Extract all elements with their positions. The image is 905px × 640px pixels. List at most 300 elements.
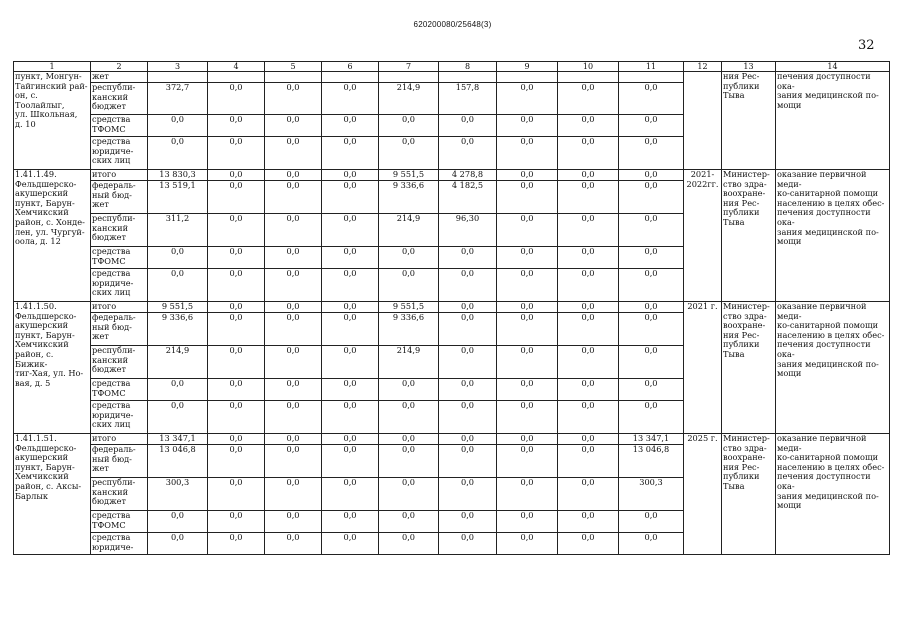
value-cell: 0,0 (208, 83, 265, 115)
value-cell: 214,9 (379, 346, 439, 379)
value-cell: 0,0 (148, 401, 208, 434)
executor-line: ство здра- (723, 442, 767, 453)
result-line: ко-санитарной помощи (777, 320, 879, 331)
table-row (14, 434, 890, 445)
object-line: пункт, Барун- (15, 329, 75, 340)
header-cell: 14 (776, 62, 890, 72)
funding-source-cell (91, 379, 148, 401)
funding-source-line: ТФОМС (92, 123, 126, 134)
object-line: район, с. Хонде- (15, 216, 85, 227)
funding-source-cell (91, 445, 148, 478)
funding-source-cell (91, 115, 148, 137)
value-cell: 0,0 (208, 247, 265, 269)
executor-line: публики (723, 207, 760, 218)
budget-table (13, 61, 890, 555)
value-cell: 0,0 (322, 445, 379, 478)
result-line: зания медицинской по- (777, 90, 879, 101)
executor-line: Тыва (723, 90, 745, 101)
value-cell: 13 347,1 (148, 434, 208, 445)
object-line: оола, д. 12 (15, 236, 61, 247)
value-cell: 0,0 (619, 83, 684, 115)
period-line: 2021- (690, 169, 715, 179)
funding-source-line: жет (92, 463, 109, 474)
funding-source-line: юридиче- (92, 541, 134, 552)
funding-source-cell (91, 346, 148, 379)
value-cell: 0,0 (497, 115, 558, 137)
value-cell: 0,0 (558, 478, 619, 511)
result-line: печения доступности ока- (777, 339, 871, 359)
value-cell: 0,0 (148, 115, 208, 137)
result-cell (776, 434, 890, 555)
value-cell: 0,0 (208, 170, 265, 181)
result-cell (776, 302, 890, 434)
period-line: 2021 г. (687, 301, 718, 311)
value-cell: 0,0 (439, 247, 497, 269)
funding-source-line: средства (92, 400, 131, 410)
funding-source-line: федераль- (92, 444, 136, 454)
value-cell: 0,0 (619, 247, 684, 269)
value-cell: 0,0 (265, 247, 322, 269)
executor-line: публики (723, 80, 760, 91)
executor-cell (722, 170, 776, 302)
funding-source-line: средства (92, 268, 131, 278)
value-cell: 300,3 (148, 478, 208, 511)
funding-source-line: юридиче- (92, 145, 134, 156)
funding-source-cell (91, 181, 148, 214)
value-cell: 9 336,6 (379, 181, 439, 214)
object-cell (14, 170, 91, 302)
funding-source-line: республи- (92, 477, 136, 487)
value-cell: 0,0 (497, 434, 558, 445)
object-line: 1.41.1.51. (15, 433, 57, 443)
funding-source-line: юридиче- (92, 277, 134, 288)
value-cell: 13 046,8 (619, 445, 684, 478)
executor-line: ство здра- (723, 178, 767, 189)
funding-source-cell (91, 247, 148, 269)
result-line: зания медицинской по- (777, 490, 879, 501)
object-line: пункт, Барун- (15, 197, 75, 208)
value-cell: 0,0 (265, 511, 322, 533)
value-cell: 0,0 (439, 115, 497, 137)
value-cell: 0,0 (619, 511, 684, 533)
funding-source-line: средства (92, 510, 131, 520)
value-cell: 0,0 (497, 401, 558, 434)
header-cell: 9 (497, 62, 558, 72)
value-cell: 0,0 (558, 170, 619, 181)
value-cell: 0,0 (497, 478, 558, 511)
value-cell: 0,0 (619, 302, 684, 313)
value-cell: 0,0 (265, 170, 322, 181)
value-cell: 0,0 (379, 379, 439, 401)
funding-source-cell (91, 511, 148, 533)
header-cell: 11 (619, 62, 684, 72)
value-cell: 0,0 (265, 137, 322, 170)
value-cell: 0,0 (558, 137, 619, 170)
funding-source-line: средства (92, 114, 131, 124)
value-cell: 0,0 (265, 214, 322, 247)
value-cell: 0,0 (558, 379, 619, 401)
object-line: Фельдшерско- (15, 442, 77, 453)
object-line: акушерский (15, 452, 69, 463)
funding-source-line: канский (92, 486, 129, 497)
funding-source-cell (91, 83, 148, 115)
executor-line: Тыва (723, 216, 745, 227)
value-cell (265, 72, 322, 83)
result-line: печения доступности ока- (777, 471, 871, 491)
object-line: лен, ул. Чургуй- (15, 226, 85, 237)
value-cell: 0,0 (208, 478, 265, 511)
header-cell: 7 (379, 62, 439, 72)
funding-source-line: республи- (92, 213, 136, 223)
header-cell: 8 (439, 62, 497, 72)
value-cell: 0,0 (439, 478, 497, 511)
period-line: 2025 г. (687, 433, 718, 443)
value-cell: 0,0 (439, 346, 497, 379)
value-cell: 0,0 (208, 434, 265, 445)
value-cell: 0,0 (208, 181, 265, 214)
result-line: оказание первичной меди- (777, 169, 867, 189)
object-line: вая, д. 5 (15, 377, 51, 388)
value-cell: 0,0 (265, 445, 322, 478)
executor-line: Министер- (723, 301, 770, 311)
executor-line: публики (723, 471, 760, 482)
value-cell: 0,0 (497, 170, 558, 181)
result-line: мощи (777, 368, 802, 379)
result-line: печения доступности ока- (777, 71, 871, 91)
funding-source-line: ских лиц (92, 155, 131, 166)
object-line: пункт, Монгун- (15, 71, 82, 81)
value-cell: 0,0 (208, 379, 265, 401)
funding-source-line: средства (92, 532, 131, 542)
value-cell: 0,0 (558, 302, 619, 313)
funding-source-line: жет (92, 71, 109, 81)
funding-source-line: ТФОМС (92, 255, 126, 266)
value-cell: 0,0 (619, 214, 684, 247)
value-cell: 0,0 (379, 115, 439, 137)
value-cell (497, 72, 558, 83)
funding-source-line: республи- (92, 82, 136, 92)
value-cell: 0,0 (619, 379, 684, 401)
value-cell: 0,0 (619, 401, 684, 434)
value-cell: 0,0 (439, 445, 497, 478)
executor-line: ния Рес- (723, 461, 760, 472)
value-cell: 0,0 (148, 137, 208, 170)
value-cell: 0,0 (322, 478, 379, 511)
result-line: печения доступности ока- (777, 207, 871, 227)
value-cell: 0,0 (208, 137, 265, 170)
value-cell: 0,0 (208, 445, 265, 478)
object-line: район, с. Бижик- (15, 348, 54, 369)
value-cell: 0,0 (322, 214, 379, 247)
executor-line: публики (723, 339, 760, 350)
value-cell: 0,0 (558, 181, 619, 214)
value-cell (439, 72, 497, 83)
funding-source-line: жет (92, 331, 109, 342)
result-line: населению в целях обес- (777, 329, 885, 340)
result-line: мощи (777, 500, 802, 511)
value-cell: 0,0 (558, 401, 619, 434)
object-line: Фельдшерско- (15, 310, 77, 321)
value-cell: 0,0 (148, 247, 208, 269)
object-line: он, с. Тоолайлыг, (15, 90, 65, 110)
object-cell (14, 434, 91, 555)
value-cell: 0,0 (558, 434, 619, 445)
result-line: ко-санитарной помощи (777, 188, 879, 199)
value-cell: 0,0 (497, 214, 558, 247)
value-cell: 0,0 (619, 269, 684, 302)
value-cell: 0,0 (208, 269, 265, 302)
funding-source-line: ный бюд- (92, 453, 132, 464)
table-body (14, 72, 890, 555)
value-cell: 0,0 (558, 115, 619, 137)
funding-source-line: ских лиц (92, 287, 131, 298)
table-row (14, 302, 890, 313)
funding-source-line: жет (92, 199, 109, 210)
value-cell: 0,0 (558, 533, 619, 555)
value-cell: 0,0 (208, 313, 265, 346)
object-line: Тайгинский рай- (15, 80, 88, 91)
object-line: район, с. Аксы- (15, 480, 82, 491)
funding-source-line: ских лиц (92, 419, 131, 430)
value-cell: 0,0 (439, 401, 497, 434)
funding-source-line: ный бюд- (92, 189, 132, 200)
result-cell (776, 72, 890, 170)
executor-line: воохране- (723, 188, 766, 199)
value-cell: 4 278,8 (439, 170, 497, 181)
value-cell: 0,0 (497, 533, 558, 555)
header-cell: 5 (265, 62, 322, 72)
value-cell: 311,2 (148, 214, 208, 247)
executor-cell (722, 72, 776, 170)
value-cell: 0,0 (148, 379, 208, 401)
funding-source-cell (91, 302, 148, 313)
value-cell: 0,0 (322, 434, 379, 445)
value-cell: 0,0 (558, 247, 619, 269)
object-line: акушерский (15, 320, 69, 331)
object-line: 1.41.1.49. (15, 169, 57, 179)
funding-source-line: итого (92, 301, 117, 311)
executor-line: ния Рес- (723, 329, 760, 340)
value-cell: 0,0 (322, 379, 379, 401)
executor-line: ния Рес- (723, 197, 760, 208)
value-cell: 0,0 (322, 313, 379, 346)
result-line: населению в целях обес- (777, 197, 885, 208)
object-line: тиг-Хая, ул. Но- (15, 368, 84, 379)
value-cell: 0,0 (265, 313, 322, 346)
funding-source-line: бюджет (92, 101, 127, 112)
value-cell: 0,0 (208, 302, 265, 313)
header-row (14, 62, 890, 72)
value-cell: 0,0 (497, 302, 558, 313)
value-cell: 0,0 (379, 269, 439, 302)
value-cell: 0,0 (619, 115, 684, 137)
value-cell: 0,0 (148, 511, 208, 533)
value-cell: 0,0 (208, 401, 265, 434)
funding-source-line: канский (92, 222, 129, 233)
value-cell: 0,0 (322, 137, 379, 170)
value-cell: 0,0 (439, 269, 497, 302)
funding-source-cell (91, 137, 148, 170)
value-cell: 0,0 (558, 313, 619, 346)
value-cell: 214,9 (379, 214, 439, 247)
value-cell (379, 72, 439, 83)
value-cell (148, 72, 208, 83)
page-number: 32 (858, 38, 875, 53)
value-cell: 9 551,5 (379, 170, 439, 181)
header-cell: 12 (684, 62, 722, 72)
value-cell: 0,0 (379, 478, 439, 511)
executor-line: ния Рес- (723, 71, 760, 81)
funding-source-cell (91, 533, 148, 555)
value-cell: 0,0 (497, 269, 558, 302)
object-line: д. 10 (15, 118, 36, 129)
result-line: оказание первичной меди- (777, 301, 867, 321)
result-line: зания медицинской по- (777, 358, 879, 369)
value-cell: 0,0 (558, 346, 619, 379)
value-cell: 96,30 (439, 214, 497, 247)
funding-source-line: бюджет (92, 364, 127, 375)
value-cell (558, 72, 619, 83)
object-line: акушерский (15, 188, 69, 199)
value-cell: 0,0 (208, 533, 265, 555)
value-cell: 300,3 (619, 478, 684, 511)
value-cell: 0,0 (439, 511, 497, 533)
value-cell: 214,9 (148, 346, 208, 379)
executor-line: воохране- (723, 320, 766, 331)
funding-source-cell (91, 478, 148, 511)
value-cell: 0,0 (265, 533, 322, 555)
executor-line: Министер- (723, 169, 770, 179)
value-cell: 0,0 (148, 269, 208, 302)
value-cell: 0,0 (619, 346, 684, 379)
value-cell: 0,0 (497, 83, 558, 115)
value-cell: 0,0 (558, 511, 619, 533)
funding-source-line: федераль- (92, 180, 136, 190)
result-line: мощи (777, 99, 802, 110)
value-cell: 0,0 (265, 83, 322, 115)
value-cell: 0,0 (558, 269, 619, 302)
value-cell (322, 72, 379, 83)
value-cell: 0,0 (265, 115, 322, 137)
value-cell: 0,0 (322, 115, 379, 137)
value-cell: 0,0 (558, 445, 619, 478)
value-cell: 0,0 (497, 346, 558, 379)
executor-cell (722, 302, 776, 434)
funding-source-line: ТФОМС (92, 387, 126, 398)
value-cell: 13 347,1 (619, 434, 684, 445)
result-line: оказание первичной меди- (777, 433, 867, 453)
value-cell: 0,0 (379, 445, 439, 478)
result-line: мощи (777, 236, 802, 247)
value-cell: 214,9 (379, 83, 439, 115)
funding-source-cell (91, 434, 148, 445)
value-cell: 157,8 (439, 83, 497, 115)
executor-line: воохране- (723, 452, 766, 463)
header-cell: 6 (322, 62, 379, 72)
funding-source-cell (91, 72, 148, 83)
value-cell: 0,0 (265, 269, 322, 302)
funding-source-line: бюджет (92, 232, 127, 243)
object-line: 1.41.1.50. (15, 301, 57, 311)
funding-source-line: ТФОМС (92, 519, 126, 530)
value-cell: 0,0 (322, 247, 379, 269)
value-cell: 0,0 (439, 313, 497, 346)
value-cell: 0,0 (322, 170, 379, 181)
value-cell: 0,0 (265, 346, 322, 379)
value-cell: 9 551,5 (148, 302, 208, 313)
value-cell: 0,0 (497, 181, 558, 214)
funding-source-line: канский (92, 91, 129, 102)
value-cell: 0,0 (558, 214, 619, 247)
executor-line: Министер- (723, 433, 770, 443)
value-cell: 0,0 (497, 247, 558, 269)
funding-source-cell (91, 170, 148, 181)
executor-line: ство здра- (723, 310, 767, 321)
object-line: Хемчикский (15, 207, 69, 218)
value-cell: 0,0 (379, 434, 439, 445)
funding-source-line: средства (92, 246, 131, 256)
funding-source-line: бюджет (92, 496, 127, 507)
value-cell: 0,0 (322, 83, 379, 115)
funding-source-line: итого (92, 169, 117, 179)
value-cell: 0,0 (619, 533, 684, 555)
value-cell: 0,0 (322, 346, 379, 379)
value-cell: 0,0 (439, 137, 497, 170)
period-line: 2022гг. (686, 178, 719, 189)
value-cell: 0,0 (439, 302, 497, 313)
funding-source-line: средства (92, 136, 131, 146)
value-cell: 0,0 (265, 181, 322, 214)
value-cell (619, 72, 684, 83)
header-cell: 3 (148, 62, 208, 72)
result-line: населению в целях обес- (777, 461, 885, 472)
value-cell: 0,0 (497, 137, 558, 170)
value-cell: 0,0 (322, 181, 379, 214)
value-cell: 0,0 (379, 401, 439, 434)
value-cell: 0,0 (265, 478, 322, 511)
value-cell: 13 046,8 (148, 445, 208, 478)
funding-source-line: канский (92, 354, 129, 365)
object-line: Фельдшерско- (15, 178, 77, 189)
value-cell: 0,0 (265, 434, 322, 445)
table-row (14, 170, 890, 181)
value-cell: 0,0 (439, 379, 497, 401)
executor-cell (722, 434, 776, 555)
value-cell: 9 336,6 (148, 313, 208, 346)
funding-source-line: федераль- (92, 312, 136, 322)
table-row (14, 72, 890, 83)
funding-source-line: юридиче- (92, 409, 134, 420)
value-cell: 0,0 (558, 83, 619, 115)
result-cell (776, 170, 890, 302)
funding-source-cell (91, 401, 148, 434)
value-cell: 4 182,5 (439, 181, 497, 214)
value-cell: 0,0 (497, 511, 558, 533)
header-cell: 1 (14, 62, 91, 72)
header-cell: 10 (558, 62, 619, 72)
funding-source-cell (91, 214, 148, 247)
value-cell: 0,0 (265, 302, 322, 313)
value-cell: 0,0 (322, 533, 379, 555)
period-cell (684, 434, 722, 555)
funding-source-line: итого (92, 433, 117, 443)
funding-source-line: ный бюд- (92, 321, 132, 332)
value-cell: 0,0 (497, 313, 558, 346)
value-cell (208, 72, 265, 83)
object-line: пункт, Барун- (15, 461, 75, 472)
value-cell: 0,0 (379, 247, 439, 269)
value-cell: 9 551,5 (379, 302, 439, 313)
